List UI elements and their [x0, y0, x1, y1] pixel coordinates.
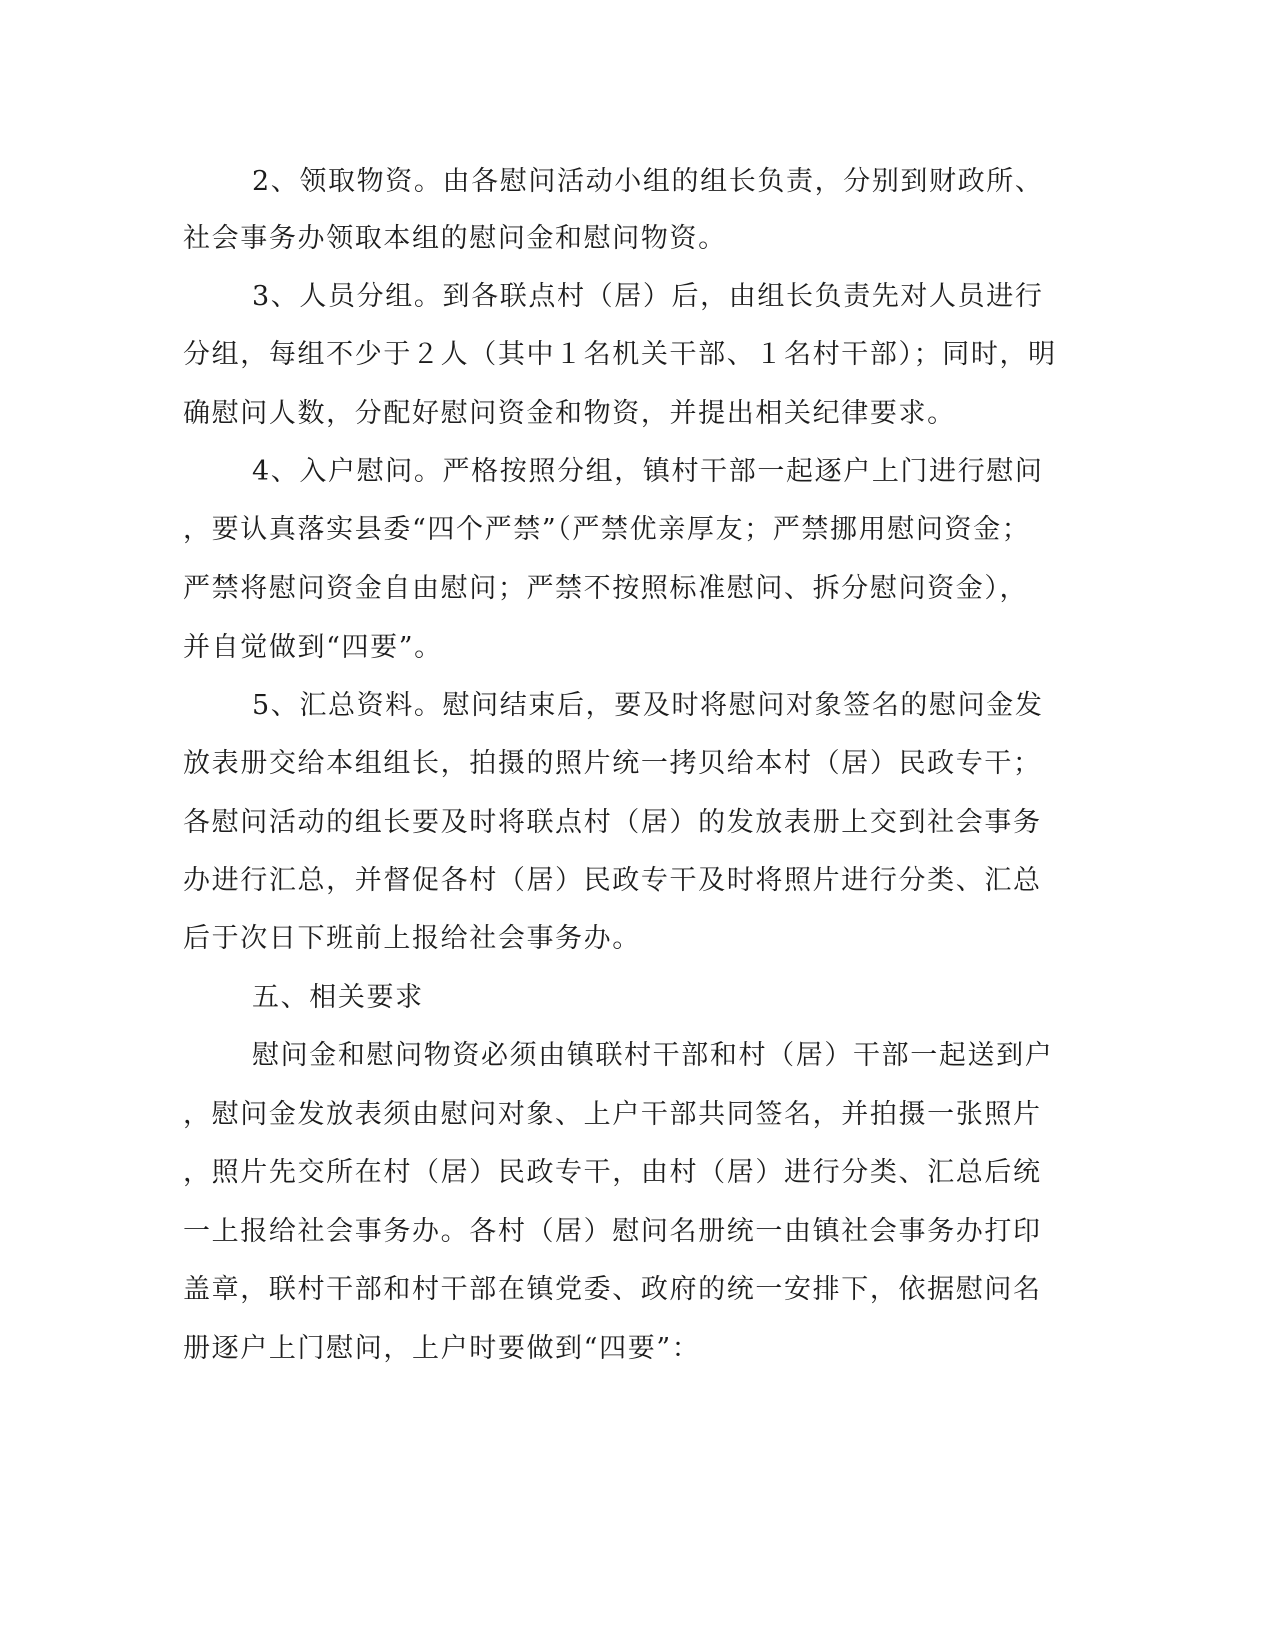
- text-line: 慰问金和慰问物资必须由镇联村干部和村（居）干部一起送到户: [252, 1040, 1054, 1071]
- text-line: ，要认真落实县委“四个严禁”（严禁优亲厚友；严禁挪用慰问资金；: [183, 514, 1031, 545]
- text-line: 并自觉做到“四要”。: [183, 632, 443, 663]
- text-line: 一上报给社会事务办。各村（居）慰问名册统一由镇社会事务办打印: [183, 1216, 1042, 1247]
- text-line: 盖章，联村干部和村干部在镇党委、政府的统一安排下，依据慰问名: [183, 1274, 1042, 1305]
- text-line: 4、入户慰问。严格按照分组，镇村干部一起逐户上门进行慰问: [252, 456, 1044, 487]
- text-line: 办进行汇总，并督促各村（居）民政专干及时将照片进行分类、汇总: [183, 865, 1042, 896]
- text-line: 放表册交给本组组长，拍摄的照片统一拷贝给本村（居）民政专干；: [183, 748, 1042, 779]
- text-line: 确慰问人数，分配好慰问资金和物资，并提出相关纪律要求。: [183, 398, 956, 429]
- text-line: ，慰问金发放表须由慰问对象、上户干部共同签名，并拍摄一张照片: [183, 1099, 1042, 1130]
- text-line: ，照片先交所在村（居）民政专干，由村（居）进行分类、汇总后统: [183, 1157, 1042, 1188]
- text-line: 分组，每组不少于２人（其中１名机关干部、１名村干部）；同时，明: [183, 339, 1057, 370]
- section-heading: 五、相关要求: [252, 982, 424, 1013]
- text-line: 严禁将慰问资金自由慰问；严禁不按照标准慰问、拆分慰问资金），: [183, 573, 1029, 604]
- text-line: 3、人员分组。到各联点村（居）后，由组长负责先对人员进行: [252, 281, 1044, 312]
- text-line: 5、汇总资料。慰问结束后，要及时将慰问对象签名的慰问金发: [252, 690, 1044, 721]
- text-line: 各慰问活动的组长要及时将联点村（居）的发放表册上交到社会事务: [183, 807, 1042, 838]
- text-line: 后于次日下班前上报给社会事务办。: [183, 923, 641, 954]
- text-line: 社会事务办领取本组的慰问金和慰问物资。: [183, 223, 727, 254]
- text-line: 2、领取物资。由各慰问活动小组的组长负责，分别到财政所、: [252, 166, 1044, 197]
- text-line: 册逐户上门慰问，上户时要做到“四要”：: [183, 1333, 701, 1364]
